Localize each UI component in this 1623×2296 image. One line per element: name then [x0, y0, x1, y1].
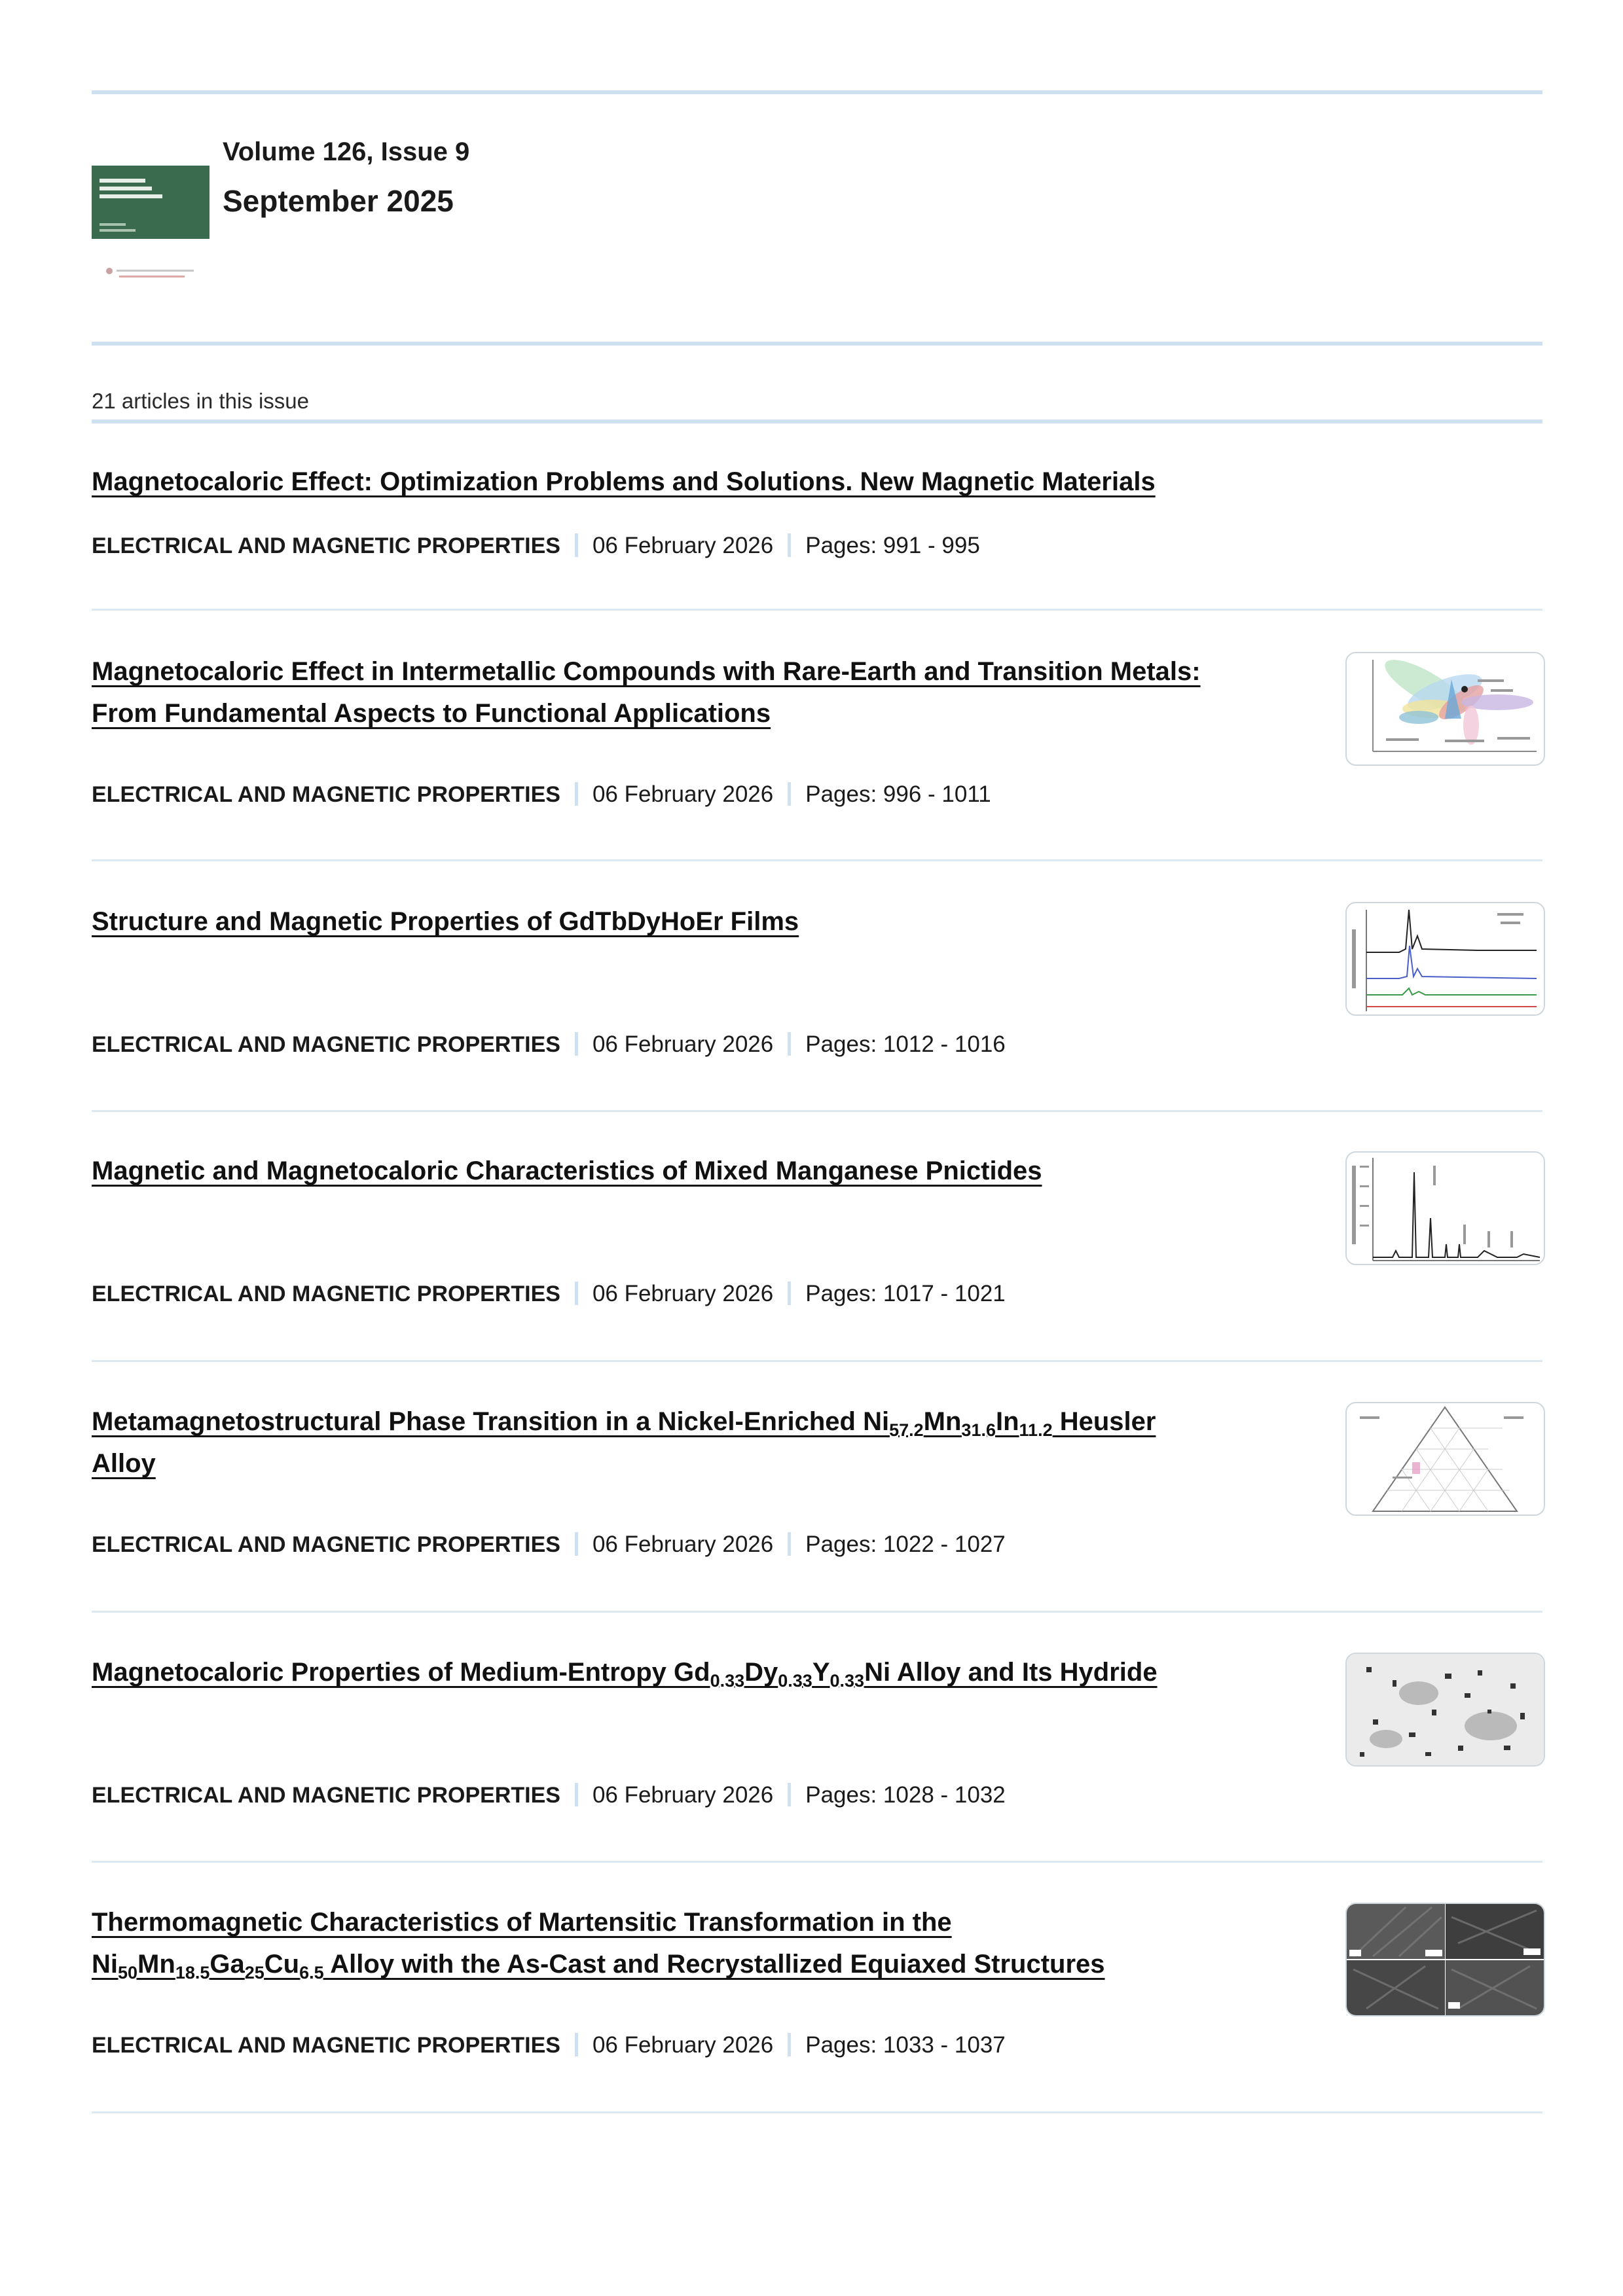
publish-date: 06 February 2026 [592, 1281, 774, 1306]
article-divider [92, 1861, 1542, 1863]
meta-separator [788, 533, 791, 557]
publish-date: 06 February 2026 [592, 533, 774, 558]
meta-separator [575, 1282, 578, 1305]
article-figure-thumbnail[interactable] [1345, 1903, 1545, 2017]
subject-label: ELECTRICAL AND MAGNETIC PROPERTIES [92, 2033, 560, 2058]
article-count: 21 articles in this issue [92, 389, 309, 413]
meta-separator [788, 1783, 791, 1806]
publish-date: 06 February 2026 [592, 781, 774, 807]
publish-date: 06 February 2026 [592, 2032, 774, 2058]
article-divider [92, 2111, 1542, 2113]
publish-date: 06 February 2026 [592, 1031, 774, 1057]
article-title-link[interactable]: Magnetocaloric Properties of Medium-Entropy $Gd_{0.33}Dy_{0.33}Y_{0.33}Ni$ Alloy and Its Hydride [92, 1658, 1158, 1691]
subject-label: ELECTRICAL AND MAGNETIC PROPERTIES [92, 1282, 560, 1306]
article-figure-thumbnail[interactable] [1345, 1402, 1545, 1516]
meta-separator [575, 1532, 578, 1556]
article-divider [92, 609, 1542, 611]
page-range: Pages: 1033 - 1037 [805, 2032, 1006, 2058]
meta-separator [788, 2033, 791, 2056]
issue-date: September 2025 [223, 184, 454, 218]
meta-separator [788, 1282, 791, 1305]
meta-separator [788, 1532, 791, 1556]
article-figure-thumbnail[interactable] [1345, 902, 1545, 1016]
article-meta [92, 1782, 1006, 1808]
article-title-link[interactable]: Structure and Magnetic Properties of GdTbDyHoEr Films [92, 907, 799, 936]
meta-separator [575, 533, 578, 557]
meta-separator [788, 782, 791, 806]
article-divider [92, 1360, 1542, 1362]
page-range: Pages: 1012 - 1016 [805, 1031, 1006, 1057]
journal-cover-image[interactable] [92, 160, 210, 285]
list-top-divider [92, 420, 1542, 423]
article-figure-thumbnail[interactable] [1345, 1151, 1545, 1265]
article-meta [92, 781, 991, 808]
page-range: Pages: 996 - 1011 [805, 781, 991, 807]
article-divider [92, 859, 1542, 861]
article-divider [92, 1110, 1542, 1112]
article-divider [92, 1611, 1542, 1613]
page-range: Pages: 991 - 995 [805, 533, 980, 558]
article-figure-thumbnail[interactable] [1345, 1653, 1545, 1767]
subject-label: ELECTRICAL AND MAGNETIC PROPERTIES [92, 1032, 560, 1057]
publish-date: 06 February 2026 [592, 1532, 774, 1557]
article-meta [92, 1281, 1006, 1307]
meta-separator [575, 782, 578, 806]
article-title-link[interactable]: Metamagnetostructural Phase Transition in a Nickel-Enriched $Ni_{57.2}Mn_{31.6}In_{11.2}$ Heusler Alloy [92, 1407, 1156, 1478]
subject-label: ELECTRICAL AND MAGNETIC PROPERTIES [92, 782, 560, 807]
top-divider [92, 90, 1542, 94]
article-title-link[interactable]: Thermomagnetic Characteristics of Martensitic Transformation in the $Ni_{50}Mn_{18.5}Ga_{25}Cu_{6.5}$ Alloy with the As-Cast and Recrystallized Equiaxed Structures [92, 1908, 1105, 1982]
page-range: Pages: 1017 - 1021 [805, 1281, 1006, 1306]
article-item [92, 651, 1542, 899]
meta-separator [575, 1783, 578, 1806]
article-title-link[interactable]: Magnetocaloric Effect in Intermetallic Compounds with Rare-Earth and Transition Metals: From Fundamental Aspects to Functional Applications [92, 657, 1201, 728]
subject-label: ELECTRICAL AND MAGNETIC PROPERTIES [92, 1783, 560, 1808]
header-divider [92, 342, 1542, 346]
article-meta [92, 533, 980, 559]
article-title-link[interactable]: Magnetic and Magnetocaloric Characteristics of Mixed Manganese Pnictides [92, 1157, 1042, 1185]
article-meta [92, 1532, 1006, 1558]
article-meta [92, 1031, 1006, 1058]
article-item [92, 901, 1542, 1149]
meta-separator [788, 1032, 791, 1056]
meta-separator [575, 1032, 578, 1056]
article-meta [92, 2032, 1006, 2058]
page-range: Pages: 1028 - 1032 [805, 1782, 1006, 1808]
article-item [92, 1651, 1542, 1900]
page-range: Pages: 1022 - 1027 [805, 1532, 1006, 1557]
subject-label: ELECTRICAL AND MAGNETIC PROPERTIES [92, 533, 560, 558]
article-figure-thumbnail[interactable] [1345, 652, 1545, 766]
volume-issue-label: Volume 126, Issue 9 [223, 137, 470, 166]
meta-separator [575, 2033, 578, 2056]
publish-date: 06 February 2026 [592, 1782, 774, 1808]
subject-label: ELECTRICAL AND MAGNETIC PROPERTIES [92, 1532, 560, 1557]
article-title-link[interactable]: Magnetocaloric Effect: Optimization Problems and Solutions. New Magnetic Materials [92, 467, 1156, 496]
